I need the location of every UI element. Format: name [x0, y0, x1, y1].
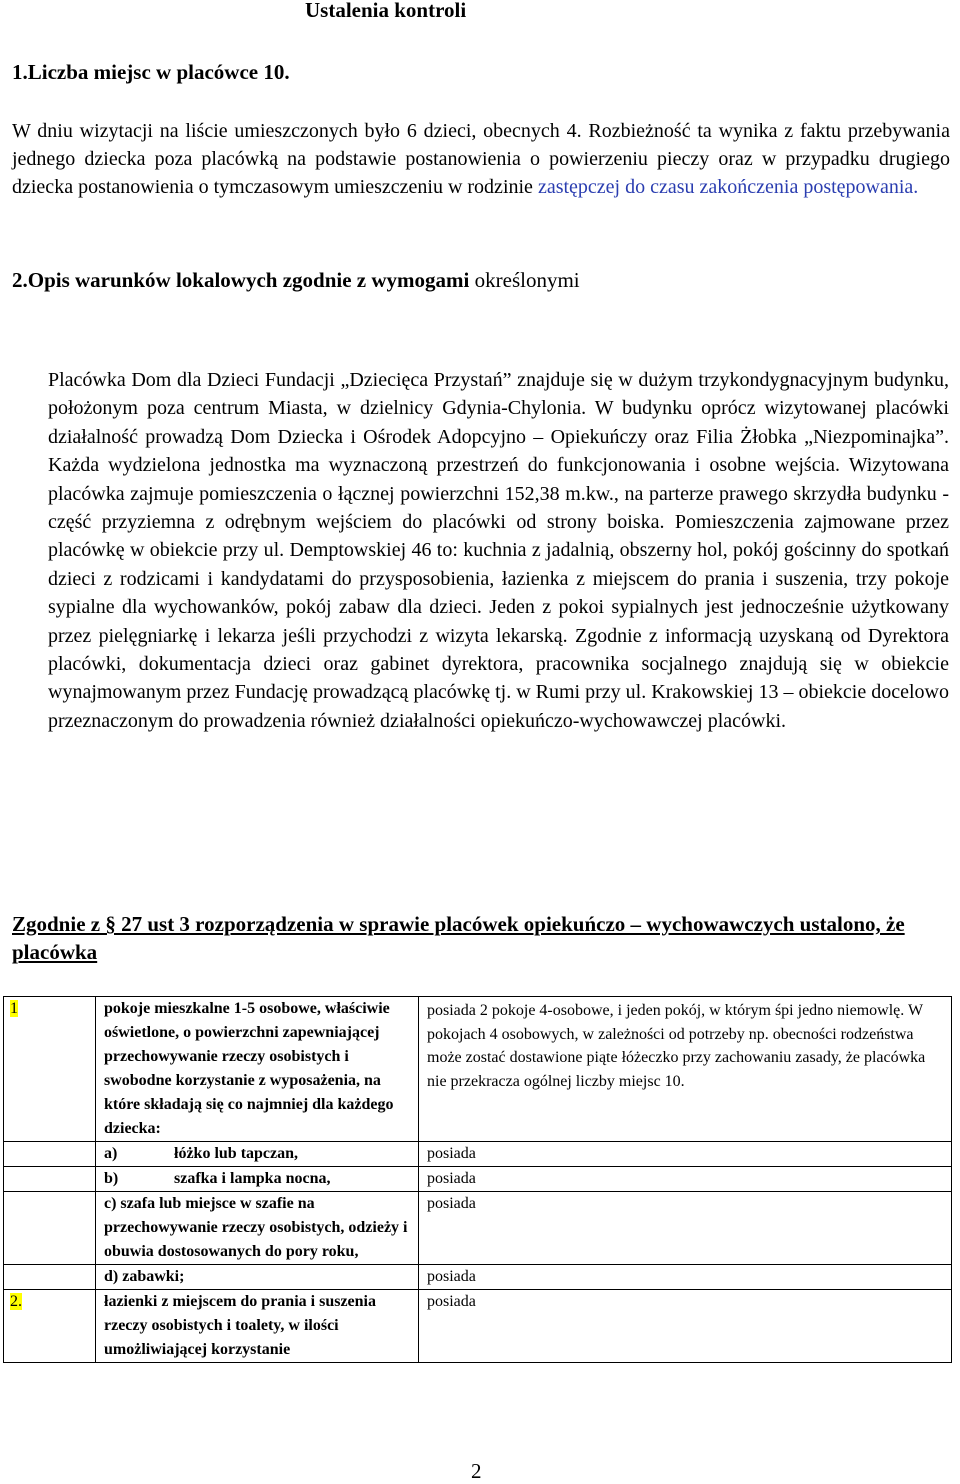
table-row	[4, 1142, 952, 1167]
requirement-text: łóżko lub tapczan,	[174, 1145, 299, 1162]
section2-heading-rest: określonymi	[469, 268, 580, 292]
table-cell-num	[4, 1290, 96, 1363]
table-row	[4, 997, 952, 1142]
table-cell-requirement	[96, 1142, 419, 1167]
table-cell-num	[4, 1142, 96, 1167]
table-cell-status: posiada	[419, 1192, 952, 1265]
table-cell-num	[4, 1167, 96, 1192]
section2-heading	[12, 268, 580, 293]
section1-paragraph-main: W dniu wizytacji na liście umieszczonych było 6 dzieci, obecnych 4. Rozbieżność ta wynika z faktu przebywania jednego dziecka poza placówką na podstawie postanowienia o powierzeniu pieczy oraz w przypadku drugiego dziecka postanowienia o tymczasowym umieszczeniu w rodzinie	[12, 120, 950, 198]
section2-heading-bold: 2.Opis warunków lokalowych zgodnie z wymogami	[12, 268, 470, 292]
table-cell-requirement: łazienki z miejscem do prania i suszenia rzeczy osobistych i toalety, w ilości umożliwiającej korzystanie	[96, 1290, 419, 1363]
table-cell-status: posiada	[419, 1167, 952, 1192]
section1-paragraph-tail: zastępczej do czasu zakończenia postępowania.	[537, 176, 919, 198]
table-row	[4, 1192, 952, 1265]
section2-paragraph: Placówka Dom dla Dzieci Fundacji „Dziecięca Przystań” znajduje się w dużym trzykondygnacyjnym budynku, położonym poza centrum Miasta, w dzielnicy Gdynia-Chylonia. W budynku oprócz wizytowanej placówki działalność prowadzą Dom Dziecka i Ośrodek Adopcyjno – Opiekuńczy oraz Filia Żłobka „Niezpominajka”. Każda wydzielona jednostka ma wyznaczoną przestrzeń do funkcjonowania i osobne wejścia. Wizytowana placówka zajmuje pomieszczenia o łącznej powierzchni 152,38 m.kw., na parterze prawego skrzydła budynku - część przyziemna z odrębnym wejściem do placówki od strony boiska. Pomieszczenia zajmowane przez placówkę w obiekcie przy ul. Demptowskiej 46 to: kuchnia z jadalnią, obszerny hol, pokój gościnny do spotkań dzieci z rodzicami i kandydatami do przysposobienia, łazienka z miejscem do prania i suszenia, trzy pokoje sypialne dla wychowanków, pokój zabaw dla dzieci. Jeden z pokoi sypialnych jest jednocześnie użytkowany przez pielęgniarkę i lekarza jeśli przychodzi z wizyta lekarską. Zgodnie z informacją uzyskaną od Dyrektora placówki, dokumentacja dzieci oraz gabinet dyrektora, pracownika socjalnego znajdują się w obiekcie wynajmowanym przez Fundację prowadzącą placówkę tj. w Rumi przy ul. Krakowskiej 13 – obiekcie docelowo przeznaczonym do prowadzenia również działalności opiekuńczo-wychowawczej placówki.	[48, 369, 949, 732]
table-row	[4, 1290, 952, 1363]
section3-heading: Zgodnie z § 27 ust 3 rozporządzenia w sprawie placówek opiekuńczo – wychowawczych ustalono, że placówka	[12, 912, 905, 964]
section1-paragraph	[12, 117, 950, 201]
row-number: 2.	[10, 1293, 22, 1310]
page-number: 2	[471, 1459, 482, 1483]
page-title: Ustalenia kontroli	[305, 0, 467, 22]
table-cell-num	[4, 1265, 96, 1290]
table-row	[4, 1265, 952, 1290]
table-cell-status: posiada	[419, 1265, 952, 1290]
table-cell-requirement	[96, 1167, 419, 1192]
table-cell-requirement: d) zabawki;	[96, 1265, 419, 1290]
table-cell-num	[4, 997, 96, 1142]
table-cell-requirement: pokoje mieszkalne 1-5 osobowe, właściwie oświetlone, o powierzchni zapewniającej przechowywanie rzeczy osobistych i swobodne korzystanie z wyposażenia, na które składają się co najmniej dla każdego dziecka:	[96, 997, 419, 1142]
requirement-text: szafka i lampka nocna,	[174, 1170, 331, 1187]
table-cell-status: posiada 2 pokoje 4-osobowe, i jeden pokój, w którym śpi jedno niemowlę. W pokojach 4 osobowych, w zależności od potrzeby np. obecności rodzeństwa może zostać dostawione piąte łóżeczko przy zachowaniu zasady, że placówka nie przekracza ogólnej liczby miejsc 10.	[419, 997, 952, 1142]
table-cell-status: posiada	[419, 1142, 952, 1167]
row-number: 1	[10, 1000, 18, 1017]
table-cell-num	[4, 1192, 96, 1265]
table-cell-requirement: c) szafa lub miejsce w szafie na przechowywanie rzeczy osobistych, odzieży i obuwia dostosowanych do pory roku,	[96, 1192, 419, 1265]
requirements-table	[3, 996, 952, 1363]
section1-heading: 1.Liczba miejsc w placówce 10.	[12, 60, 290, 84]
row-letter: b)	[104, 1170, 119, 1187]
row-letter: a)	[104, 1145, 118, 1162]
table-cell-status: posiada	[419, 1290, 952, 1363]
table-row	[4, 1167, 952, 1192]
